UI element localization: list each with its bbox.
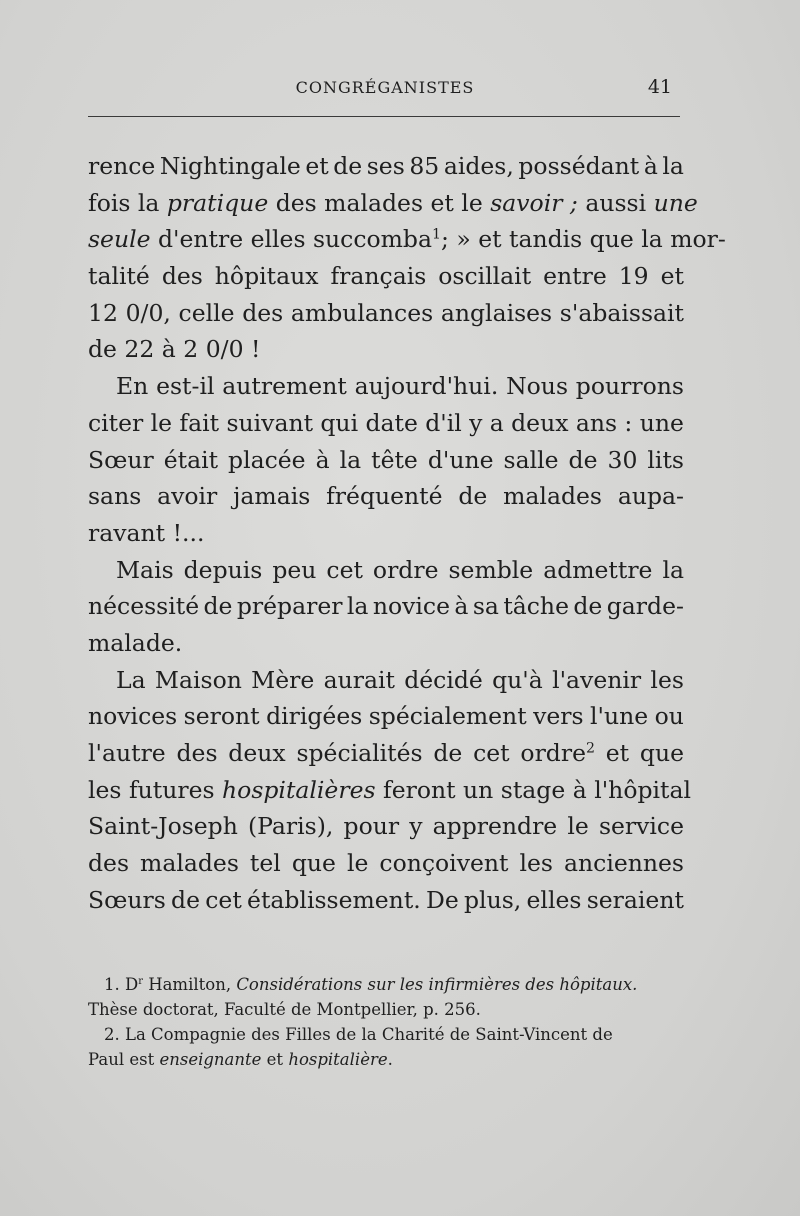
word: fait [179,408,220,437]
word: ses [366,152,405,180]
italic-run: seule [88,225,151,254]
line-text: ravant !... [88,518,205,547]
footnotes [88,972,688,1072]
text-run: des malades et le [268,188,491,217]
word: novices [88,702,178,731]
word: Sœurs [88,885,166,914]
word: tête [371,445,418,474]
word: le [346,849,369,878]
word: la [662,555,684,584]
footnote-1-continued: Thèse doctorat, Faculté de Montpellier, p. 256. [88,1000,481,1019]
text-run: fois la [88,188,167,217]
word: y [409,812,423,841]
word: aides, [443,152,514,180]
text-run: et [261,1050,289,1069]
text-run: les futures [88,775,223,804]
word: qui [320,408,359,437]
line-text [88,735,684,772]
footnote-2-continued [88,1047,688,1072]
word: de [458,482,488,511]
word: le [567,812,589,841]
word: tâche [503,592,569,621]
text-line [88,845,684,882]
word: deux [511,408,569,437]
word: la [346,592,369,621]
text-run: Paul est [88,1050,160,1069]
word: 0/0, [125,298,171,327]
word: 85 [409,152,440,180]
word: de [203,592,233,621]
word: des [242,298,284,327]
text-line [88,625,684,662]
header-rule [88,116,680,117]
line-text: de 22 à 2 0/0 ! [88,335,261,364]
word: cet [205,885,242,914]
word: : [624,408,633,437]
word: cet [326,555,363,584]
text-line [88,331,684,368]
word: rence [88,152,156,180]
text-line [88,882,684,919]
word: à [315,445,330,474]
italic-run: pratique [166,188,269,217]
word: de [333,152,363,180]
word: d'une [427,445,494,474]
italic-run: Considérations sur les infirmières des hôpitaux. [236,975,638,994]
word: anciennes [564,849,684,878]
text-line [88,588,684,625]
text-line [88,478,684,515]
word: était [163,445,219,474]
word: Sœur [88,445,154,474]
italic-run: une [653,188,698,217]
word: placée [228,445,306,474]
word: hôpitaux [214,262,319,291]
line-text: malade. [88,628,183,657]
italic-run: hospitalière [288,1050,388,1069]
word: une [639,408,684,437]
word: tel [249,849,281,878]
word: nécessité [88,592,200,621]
text-run: 1. D [104,975,139,994]
word: citer [88,408,144,437]
superscript: r [138,976,143,988]
word: ou [654,702,684,731]
page-header [90,76,680,106]
text-line [88,808,684,845]
word: s'abaissait [559,298,684,327]
text-run: et que [594,739,684,767]
word: apprendre [432,812,558,841]
word: pour [343,812,400,841]
word: vers [533,702,584,731]
word: admettre [543,555,653,584]
word: français [330,262,427,291]
word: depuis [183,555,263,584]
word: établissement. [247,885,421,914]
word: les [650,665,684,694]
word: peu [272,555,317,584]
italic-run: savoir ; [490,188,578,217]
word: Nous [506,372,568,401]
word: d'il [425,408,462,437]
word: De [426,885,459,914]
line-text [88,772,691,809]
word: y [469,408,483,437]
text-line [88,552,684,589]
line-text [88,185,698,222]
word: malades [503,482,602,511]
footnote-2: 2. La Compagnie des Filles de la Charité de Saint-Vincent de [104,1025,613,1044]
line-text [88,221,726,258]
word: 30 [607,445,638,474]
word: décidé [404,665,483,694]
word: date [365,408,418,437]
footnote-ref: 2 [586,740,595,757]
text-run: aussi [577,188,654,217]
word: malades [140,849,239,878]
word: talité [88,262,150,291]
running-head: CONGRÉGANISTES [295,78,475,97]
word: aujourd'hui. [354,372,499,401]
text-line [88,698,684,735]
word: plus, [464,885,522,914]
word: aupa- [617,482,684,511]
word: l'une [590,702,649,731]
word: semble [448,555,534,584]
word: novice [372,592,450,621]
word: seraient [586,885,684,914]
word: Nightingale [159,152,301,180]
word: Maison [154,665,242,694]
footnote-1 [88,972,688,997]
word: les [519,849,553,878]
word: garde- [606,592,684,621]
word: ordre [372,555,439,584]
word: l'avenir [552,665,642,694]
word: salle [503,445,559,474]
word: qu'à [492,665,543,694]
word: anglaises [440,298,553,327]
text-line [88,772,691,809]
word: Mère [251,665,315,694]
word: pourrons [575,372,684,401]
word: Mais [116,555,174,584]
word: (Paris), [248,812,334,841]
word: lits [647,445,684,474]
word: Saint-Joseph [88,812,238,841]
text-line [88,185,698,222]
word: La [116,665,146,694]
word: autrement [222,372,347,401]
text-line [88,221,726,258]
text-run: d'entre elles succomba [150,225,432,254]
word: est-il [156,372,215,401]
word: a [489,408,504,437]
text-line [88,295,684,332]
text-run: ; » et tandis que la mor- [440,225,726,254]
page-number: 41 [647,76,672,98]
text-run: . [387,1050,393,1069]
word: préparer [236,592,343,621]
word: spécialement [368,702,527,731]
word: le [150,408,173,437]
word: la [662,152,684,180]
italic-run: hospitalières [222,775,376,804]
text-line [88,735,684,772]
word: ambulances [290,298,434,327]
text-run: l'autre des deux spécialités de cet ordre [88,739,586,767]
word: entre [543,262,607,291]
word: avoir [157,482,218,511]
word: de [573,592,603,621]
word: service [598,812,684,841]
text-line [88,368,684,405]
word: des [161,262,203,291]
word: à [454,592,469,621]
word: à [643,152,658,180]
word: de [171,885,200,914]
word: seront [183,702,260,731]
text-line [88,258,684,295]
word: fréquenté [326,482,443,511]
word: aurait [323,665,395,694]
footnote-ref: 1 [431,226,441,243]
body-text [88,148,726,918]
word: conçoivent [379,849,509,878]
text-run: feront un stage à l'hôpital [375,775,691,804]
word: ans [575,408,618,437]
italic-run: enseignante [159,1050,262,1069]
word: En [116,372,149,401]
text-line [88,148,684,185]
word: elles [526,885,582,914]
word: oscillait [438,262,532,291]
word: sans [88,482,142,511]
word: et [305,152,329,180]
text-line [88,662,684,699]
word: sa [472,592,499,621]
word: des [88,849,130,878]
text-line [88,405,684,442]
word: 12 [88,298,118,327]
word: celle [178,298,235,327]
word: 19 [618,262,649,291]
text-line [88,515,684,552]
word: et [660,262,684,291]
word: dirigées [266,702,363,731]
text-run: Hamilton, [142,975,237,994]
word: jamais [233,482,311,511]
word: possédant [518,152,640,180]
word: la [339,445,362,474]
word: suivant [226,408,314,437]
word: de [568,445,598,474]
word: que [291,849,336,878]
text-line [88,442,684,479]
